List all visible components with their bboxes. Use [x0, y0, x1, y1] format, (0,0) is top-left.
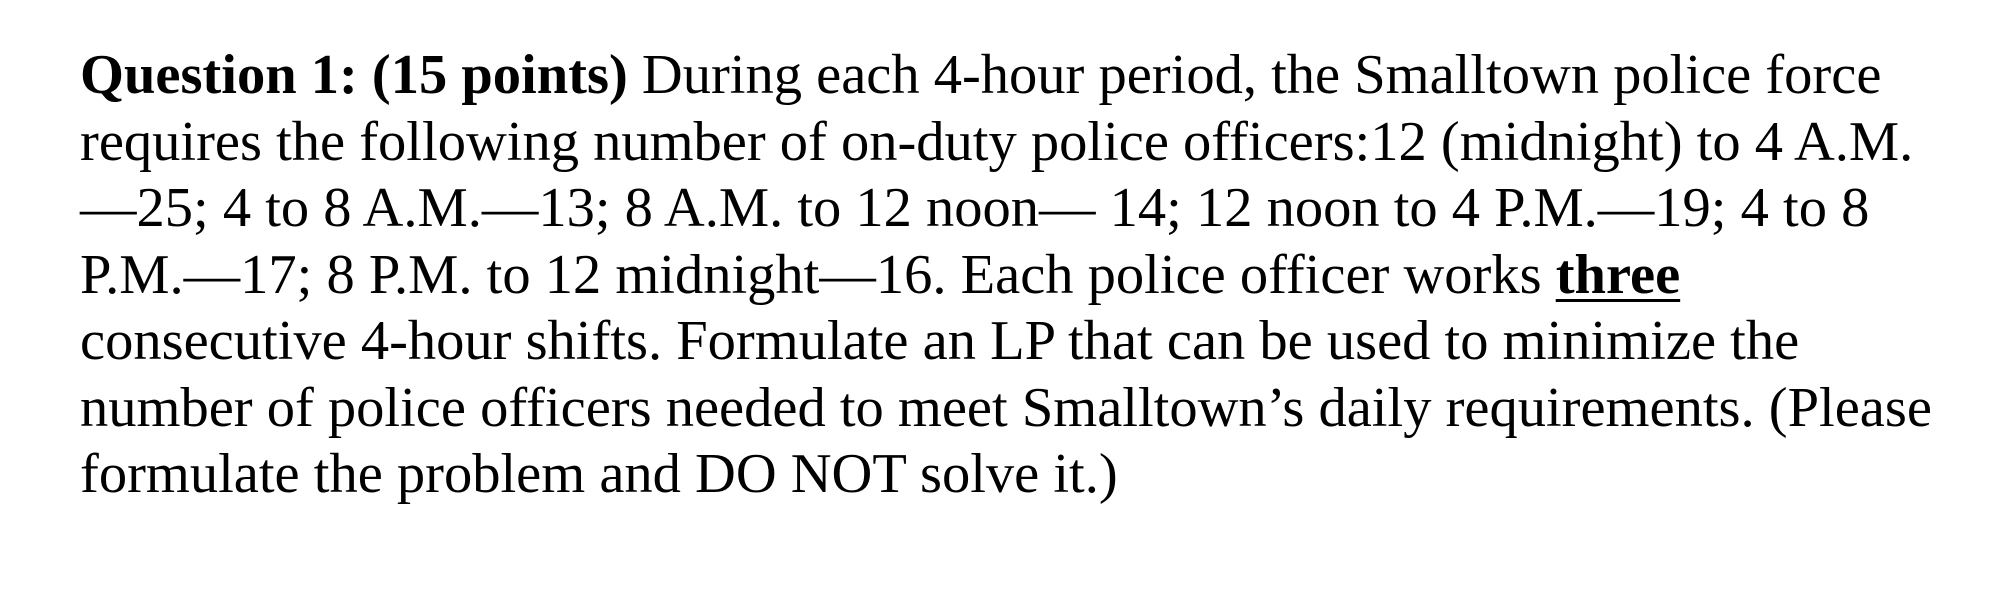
question-line-1	[80, 42, 2004, 109]
question-line-5: consecutive 4-hour shifts. Formulate an LP that can be used to minimize the	[80, 310, 1800, 372]
question-line-7: formulate the problem and DO NOT solve it.)	[80, 443, 1118, 505]
question-line-6: number of police officers needed to meet Smalltown’s daily requirements. (Please	[80, 376, 1932, 439]
question-line-1-text: During each 4-hour period, the Smalltown police force	[627, 44, 1882, 106]
question-line-4-text: P.M.—17; 8 P.M. to 12 midnight—16. Each police officer works	[80, 243, 1556, 306]
question-line-2: requires the following number of on-duty police officers:12 (midnight) to 4 A.M.	[80, 110, 1914, 173]
question-line-4	[80, 242, 2004, 309]
question-heading: Question 1: (15 points)	[80, 44, 628, 106]
question-text	[80, 42, 2004, 508]
question-line-3: —25; 4 to 8 A.M.—13; 8 A.M. to 12 noon— 14; 12 noon to 4 P.M.—19; 4 to 8	[80, 177, 1870, 239]
emphasis-three: three	[1555, 243, 1681, 306]
